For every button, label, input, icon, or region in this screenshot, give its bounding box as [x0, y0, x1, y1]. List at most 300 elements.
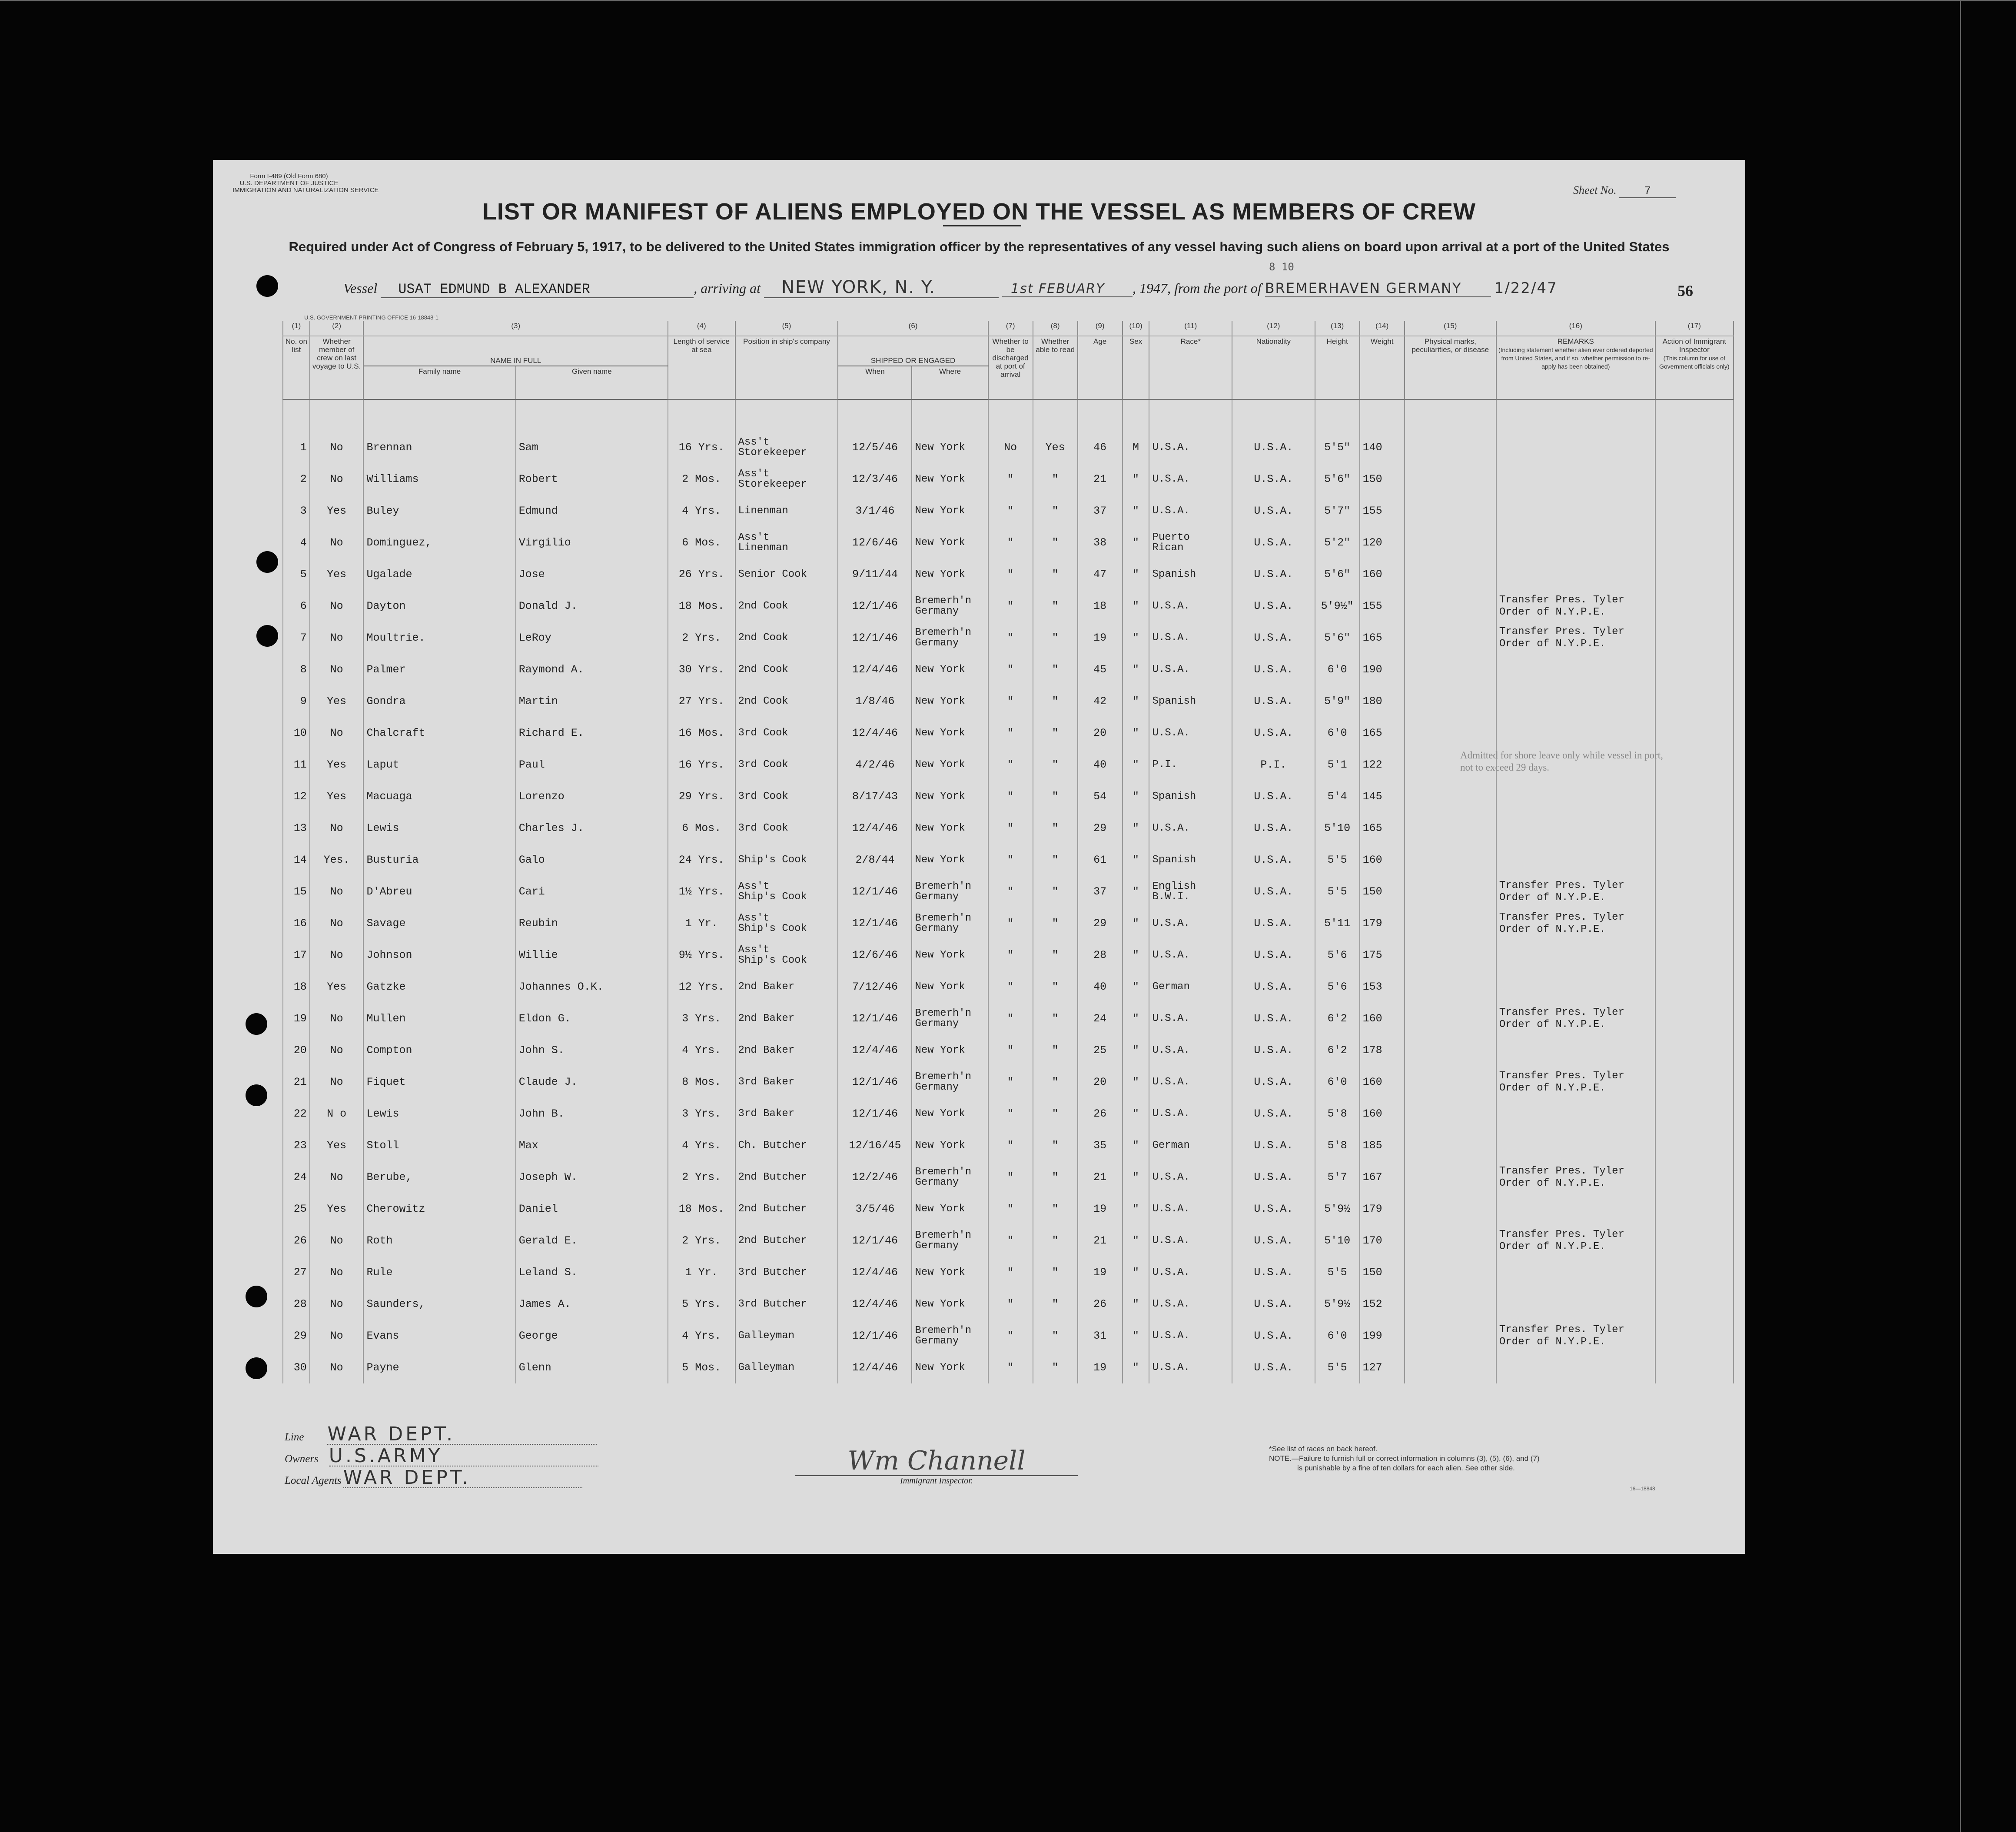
- cell-remarks: [1496, 781, 1655, 812]
- cell-age: 29: [1078, 908, 1123, 939]
- cell-weight: 165: [1360, 812, 1405, 844]
- cell-height: 6'2: [1315, 1003, 1360, 1034]
- punch-hole: [246, 1013, 267, 1035]
- position-line: Linenman: [738, 542, 788, 554]
- cell-shipped-where: [912, 812, 988, 844]
- shipped-where-line: New York: [915, 505, 965, 517]
- cell-height: 5'9": [1315, 685, 1360, 717]
- cell-previous-voyage: No: [310, 463, 364, 495]
- cell-physical-marks: [1405, 908, 1496, 939]
- cell-previous-voyage: Yes: [310, 1130, 364, 1161]
- race-line: Spanish: [1152, 695, 1196, 707]
- cell-length-of-service: 18 Mos.: [668, 1193, 735, 1225]
- shipped-where-line: Germany: [915, 1017, 959, 1030]
- race-note: *See list of races on back hereof.: [1269, 1445, 1378, 1453]
- cell-length-of-service: 5 Mos.: [668, 1352, 735, 1383]
- cell-inspector-action: [1655, 908, 1734, 939]
- cell-given-name: Reubin: [516, 908, 668, 939]
- cell-race: [1149, 1034, 1232, 1066]
- cell-remarks: [1496, 559, 1655, 590]
- table-row: [283, 622, 1734, 654]
- race-line: German: [1152, 981, 1190, 993]
- position-line: Ship's Cook: [738, 954, 807, 966]
- sheet-number-value: 7: [1619, 184, 1676, 198]
- race-line: U.S.A.: [1152, 1298, 1190, 1310]
- cell-discharged: ": [988, 781, 1033, 812]
- cell-length-of-service: 2 Yrs.: [668, 1225, 735, 1257]
- cell-able-to-read: ": [1033, 1098, 1078, 1130]
- col-number: (8): [1033, 321, 1078, 336]
- cell-remarks: [1496, 1034, 1655, 1066]
- cell-list-no: 17: [283, 939, 310, 971]
- cell-discharged: ": [988, 1034, 1033, 1066]
- cell-remarks: [1496, 1225, 1655, 1257]
- cell-age: 40: [1078, 749, 1123, 781]
- race-line: U.S.A.: [1152, 1171, 1190, 1183]
- race-line: U.S.A.: [1152, 1107, 1190, 1120]
- cell-inspector-action: [1655, 527, 1734, 559]
- cell-previous-voyage: No: [310, 876, 364, 908]
- cell-previous-voyage: No: [310, 1320, 364, 1352]
- printing-office-code: U.S. GOVERNMENT PRINTING OFFICE 16-18848-1: [304, 314, 438, 321]
- line-value: WAR DEPT.: [327, 1425, 597, 1445]
- position-line: 3rd Cook: [738, 727, 788, 739]
- cell-able-to-read: ": [1033, 1130, 1078, 1161]
- cell-nationality: U.S.A.: [1232, 1098, 1315, 1130]
- cell-age: 31: [1078, 1320, 1123, 1352]
- punch-hole: [256, 551, 278, 573]
- cell-shipped-where: [912, 908, 988, 939]
- cell-weight: 140: [1360, 432, 1405, 463]
- cell-weight: 155: [1360, 590, 1405, 622]
- cell-family-name: Gatzke: [363, 971, 515, 1003]
- cell-discharged: ": [988, 812, 1033, 844]
- cell-age: 20: [1078, 717, 1123, 749]
- cell-position: [735, 717, 838, 749]
- cell-remarks: [1496, 1288, 1655, 1320]
- table-row: [283, 1320, 1734, 1352]
- cell-race: [1149, 590, 1232, 622]
- cell-height: 6'0: [1315, 1320, 1360, 1352]
- cell-weight: 152: [1360, 1288, 1405, 1320]
- cell-age: 19: [1078, 1352, 1123, 1383]
- cell-sex: ": [1123, 812, 1149, 844]
- cell-inspector-action: [1655, 971, 1734, 1003]
- cell-physical-marks: [1405, 622, 1496, 654]
- cell-position: [735, 527, 838, 559]
- cell-discharged: ": [988, 876, 1033, 908]
- cell-shipped-where: [912, 1257, 988, 1288]
- cell-remarks: [1496, 812, 1655, 844]
- punch-hole: [256, 625, 278, 647]
- cell-shipped-when: 12/1/46: [838, 1066, 912, 1098]
- cell-discharged: No: [988, 432, 1033, 463]
- shipped-where-line: New York: [915, 695, 965, 707]
- cell-shipped-where: [912, 844, 988, 876]
- cell-list-no: 30: [283, 1352, 310, 1383]
- cell-weight: 122: [1360, 749, 1405, 781]
- cell-list-no: 12: [283, 781, 310, 812]
- cell-family-name: Dominguez,: [363, 527, 515, 559]
- cell-nationality: U.S.A.: [1232, 622, 1315, 654]
- cell-position: [735, 1034, 838, 1066]
- cell-race: [1149, 1193, 1232, 1225]
- cell-family-name: Dayton: [363, 590, 515, 622]
- cell-inspector-action: [1655, 717, 1734, 749]
- cell-race: [1149, 844, 1232, 876]
- cell-physical-marks: [1405, 876, 1496, 908]
- cell-position: [735, 590, 838, 622]
- cell-shipped-where: [912, 717, 988, 749]
- cell-shipped-when: 12/1/46: [838, 1320, 912, 1352]
- cell-length-of-service: 12 Yrs.: [668, 971, 735, 1003]
- cell-shipped-where: [912, 939, 988, 971]
- cell-given-name: Johannes O.K.: [516, 971, 668, 1003]
- cell-length-of-service: 8 Mos.: [668, 1066, 735, 1098]
- cell-list-no: 14: [283, 844, 310, 876]
- race-line: U.S.A.: [1152, 473, 1190, 485]
- signature-caption: Immigrant Inspector.: [900, 1476, 973, 1486]
- cell-given-name: Robert: [516, 463, 668, 495]
- race-line: U.S.A.: [1152, 505, 1190, 517]
- cell-remarks: [1496, 685, 1655, 717]
- cell-shipped-where: [912, 1161, 988, 1193]
- manifest-table-wrap: [282, 321, 1734, 1383]
- col-number: (9): [1078, 321, 1123, 336]
- cell-length-of-service: 9½ Yrs.: [668, 939, 735, 971]
- cell-able-to-read: ": [1033, 1003, 1078, 1034]
- position-line: Storekeeper: [738, 478, 807, 490]
- cell-height: 5'11: [1315, 908, 1360, 939]
- cell-height: 5'5: [1315, 844, 1360, 876]
- cell-inspector-action: [1655, 1130, 1734, 1161]
- cell-race: [1149, 1320, 1232, 1352]
- cell-remarks: [1496, 1066, 1655, 1098]
- cell-race: [1149, 685, 1232, 717]
- cell-previous-voyage: No: [310, 1352, 364, 1383]
- header-action: [1655, 336, 1734, 399]
- header-remarks: [1496, 336, 1655, 399]
- cell-discharged: ": [988, 590, 1033, 622]
- cell-sex: ": [1123, 1257, 1149, 1288]
- cell-remarks: [1496, 590, 1655, 622]
- shipped-where-line: Germany: [915, 922, 959, 934]
- cell-list-no: 1: [283, 432, 310, 463]
- cell-list-no: 5: [283, 559, 310, 590]
- cell-shipped-when: 4/2/46: [838, 749, 912, 781]
- cell-shipped-when: 12/1/46: [838, 1098, 912, 1130]
- remarks-line: Order of N.Y.P.E.: [1499, 1177, 1606, 1189]
- header-height: Height: [1315, 336, 1360, 399]
- cell-family-name: Laput: [363, 749, 515, 781]
- cell-position: [735, 1257, 838, 1288]
- cell-discharged: ": [988, 939, 1033, 971]
- cell-inspector-action: [1655, 1320, 1734, 1352]
- cell-family-name: D'Abreu: [363, 876, 515, 908]
- remarks-line: Transfer Pres. Tyler: [1499, 1006, 1624, 1018]
- table-row: [283, 1098, 1734, 1130]
- cell-given-name: Virgilio: [516, 527, 668, 559]
- header-family-name: Family name: [363, 366, 515, 399]
- cell-position: [735, 1193, 838, 1225]
- cell-given-name: Cari: [516, 876, 668, 908]
- shipped-where-line: Bremerh'n: [915, 1007, 972, 1019]
- cell-shipped-when: 12/1/46: [838, 1225, 912, 1257]
- shipped-where-line: Bremerh'n: [915, 1324, 972, 1337]
- cell-given-name: Raymond A.: [516, 654, 668, 685]
- cell-shipped-when: 2/8/44: [838, 844, 912, 876]
- cell-shipped-where: [912, 432, 988, 463]
- cell-height: 5'5: [1315, 876, 1360, 908]
- cell-able-to-read: ": [1033, 559, 1078, 590]
- cell-previous-voyage: Yes: [310, 685, 364, 717]
- manifest-sheet: [213, 160, 1745, 1554]
- cell-nationality: U.S.A.: [1232, 685, 1315, 717]
- position-line: Ass't: [738, 531, 770, 543]
- race-line: U.S.A.: [1152, 1044, 1190, 1056]
- table-row: [283, 717, 1734, 749]
- cell-shipped-when: 3/5/46: [838, 1193, 912, 1225]
- race-line: U.S.A.: [1152, 1330, 1190, 1342]
- cell-position: [735, 463, 838, 495]
- cell-sex: ": [1123, 1225, 1149, 1257]
- cell-height: 5'6": [1315, 463, 1360, 495]
- cell-shipped-when: 8/17/43: [838, 781, 912, 812]
- position-line: Galleyman: [738, 1361, 795, 1373]
- shipped-where-line: New York: [915, 949, 965, 961]
- table-row: [283, 1034, 1734, 1066]
- remarks-line: Transfer Pres. Tyler: [1499, 1228, 1624, 1240]
- cell-position: [735, 1352, 838, 1383]
- cell-age: 37: [1078, 876, 1123, 908]
- header-remarks-title: REMARKS: [1557, 337, 1594, 346]
- remarks-line: Order of N.Y.P.E.: [1499, 891, 1606, 904]
- agents-value: WAR DEPT.: [343, 1468, 582, 1488]
- cell-race: [1149, 1352, 1232, 1383]
- header-length-of-service: Length of service at sea: [668, 336, 735, 399]
- cell-height: 5'9½: [1315, 1288, 1360, 1320]
- header-discharged: Whether to be discharged at port of arrival: [988, 336, 1033, 399]
- cell-age: 25: [1078, 1034, 1123, 1066]
- shipped-where-line: Bremerh'n: [915, 1071, 972, 1083]
- cell-length-of-service: 1 Yr.: [668, 908, 735, 939]
- cell-weight: 175: [1360, 939, 1405, 971]
- cell-remarks: [1496, 654, 1655, 685]
- cell-inspector-action: [1655, 1161, 1734, 1193]
- header-sex: Sex: [1123, 336, 1149, 399]
- cell-weight: 190: [1360, 654, 1405, 685]
- cell-inspector-action: [1655, 1225, 1734, 1257]
- cell-family-name: Busturia: [363, 844, 515, 876]
- cell-previous-voyage: No: [310, 1003, 364, 1034]
- footer-agents-field: [285, 1468, 582, 1488]
- cell-list-no: 3: [283, 495, 310, 527]
- cell-height: 5'7: [1315, 1161, 1360, 1193]
- crew-manifest-table: [282, 321, 1734, 1383]
- cell-sex: ": [1123, 781, 1149, 812]
- cell-position: [735, 1003, 838, 1034]
- col-number: (2): [310, 321, 364, 336]
- cell-physical-marks: [1405, 1003, 1496, 1034]
- cell-discharged: ": [988, 1225, 1033, 1257]
- cell-family-name: Lewis: [363, 1098, 515, 1130]
- shipped-where-line: New York: [915, 1203, 965, 1215]
- col-number: (16): [1496, 321, 1655, 336]
- cell-able-to-read: ": [1033, 876, 1078, 908]
- cell-shipped-when: 9/11/44: [838, 559, 912, 590]
- cell-discharged: ": [988, 1161, 1033, 1193]
- column-header-row: [283, 336, 1734, 366]
- cell-age: 47: [1078, 559, 1123, 590]
- cell-age: 42: [1078, 685, 1123, 717]
- shipped-where-line: Germany: [915, 891, 959, 903]
- cell-shipped-when: 12/1/46: [838, 622, 912, 654]
- shipped-where-line: New York: [915, 1044, 965, 1056]
- cell-length-of-service: 1½ Yrs.: [668, 876, 735, 908]
- cell-previous-voyage: No: [310, 527, 364, 559]
- cell-remarks: [1496, 844, 1655, 876]
- cell-list-no: 21: [283, 1066, 310, 1098]
- cell-remarks: [1496, 939, 1655, 971]
- col-number: (6): [838, 321, 988, 336]
- owners-label: Owners: [285, 1453, 319, 1465]
- cell-previous-voyage: Yes: [310, 559, 364, 590]
- cell-shipped-where: [912, 495, 988, 527]
- cell-shipped-where: [912, 1130, 988, 1161]
- table-row: [283, 1130, 1734, 1161]
- cell-previous-voyage: No: [310, 590, 364, 622]
- cell-list-no: 7: [283, 622, 310, 654]
- cell-list-no: 2: [283, 463, 310, 495]
- cell-sex: ": [1123, 622, 1149, 654]
- cell-physical-marks: [1405, 1161, 1496, 1193]
- cell-shipped-where: [912, 559, 988, 590]
- race-line: U.S.A.: [1152, 632, 1190, 644]
- cell-list-no: 9: [283, 685, 310, 717]
- cell-able-to-read: ": [1033, 622, 1078, 654]
- cell-previous-voyage: No: [310, 1225, 364, 1257]
- cell-height: 5'6": [1315, 622, 1360, 654]
- cell-family-name: Johnson: [363, 939, 515, 971]
- cell-physical-marks: [1405, 1130, 1496, 1161]
- cell-weight: 185: [1360, 1130, 1405, 1161]
- cell-position: [735, 1161, 838, 1193]
- cell-inspector-action: [1655, 1003, 1734, 1034]
- cell-shipped-when: 12/6/46: [838, 527, 912, 559]
- cell-position: [735, 432, 838, 463]
- cell-race: [1149, 1003, 1232, 1034]
- cell-previous-voyage: No: [310, 432, 364, 463]
- header-previous-voyage: Whether member of crew on last voyage to U.S.: [310, 336, 364, 399]
- position-line: Ch. Butcher: [738, 1139, 807, 1151]
- cell-weight: 127: [1360, 1352, 1405, 1383]
- cell-race: [1149, 1257, 1232, 1288]
- cell-nationality: U.S.A.: [1232, 844, 1315, 876]
- cell-able-to-read: ": [1033, 1257, 1078, 1288]
- cell-able-to-read: ": [1033, 1034, 1078, 1066]
- cell-length-of-service: 1 Yr.: [668, 1257, 735, 1288]
- shipped-where-line: Bremerh'n: [915, 595, 972, 607]
- cell-sex: ": [1123, 908, 1149, 939]
- cell-list-no: 26: [283, 1225, 310, 1257]
- cell-race: [1149, 717, 1232, 749]
- shipped-where-line: Bremerh'n: [915, 626, 972, 638]
- footer-print-code: 16—18848: [1630, 1486, 1655, 1492]
- cell-age: 19: [1078, 1193, 1123, 1225]
- cell-physical-marks: [1405, 844, 1496, 876]
- position-line: 2nd Butcher: [738, 1234, 807, 1247]
- cell-list-no: 25: [283, 1193, 310, 1225]
- cell-shipped-when: 12/1/46: [838, 876, 912, 908]
- cell-nationality: U.S.A.: [1232, 1193, 1315, 1225]
- cell-discharged: ": [988, 1320, 1033, 1352]
- table-row: [283, 527, 1734, 559]
- table-row: [283, 1193, 1734, 1225]
- table-row: [283, 971, 1734, 1003]
- cell-position: [735, 654, 838, 685]
- cell-able-to-read: ": [1033, 781, 1078, 812]
- cell-length-of-service: 24 Yrs.: [668, 844, 735, 876]
- cell-age: 29: [1078, 812, 1123, 844]
- cell-age: 45: [1078, 654, 1123, 685]
- position-line: Ship's Cook: [738, 854, 807, 866]
- cell-inspector-action: [1655, 1098, 1734, 1130]
- shipped-where-line: New York: [915, 854, 965, 866]
- cell-shipped-when: 12/4/46: [838, 1257, 912, 1288]
- cell-family-name: Rule: [363, 1257, 515, 1288]
- cell-race: [1149, 1130, 1232, 1161]
- cell-remarks: [1496, 876, 1655, 908]
- cell-weight: 165: [1360, 717, 1405, 749]
- cell-physical-marks: [1405, 717, 1496, 749]
- cell-remarks: [1496, 1257, 1655, 1288]
- cell-length-of-service: 4 Yrs.: [668, 1034, 735, 1066]
- cell-family-name: Palmer: [363, 654, 515, 685]
- shipped-where-line: Germany: [915, 1240, 959, 1252]
- cell-shipped-when: 12/4/46: [838, 1034, 912, 1066]
- position-line: 3rd Cook: [738, 758, 788, 771]
- cell-shipped-when: 12/4/46: [838, 812, 912, 844]
- col-number: (5): [735, 321, 838, 336]
- shipped-where-line: New York: [915, 568, 965, 580]
- col-number: (4): [668, 321, 735, 336]
- cell-physical-marks: [1405, 463, 1496, 495]
- owners-value: U.S.ARMY: [329, 1446, 598, 1466]
- cell-previous-voyage: Yes: [310, 749, 364, 781]
- cell-sex: ": [1123, 1034, 1149, 1066]
- cell-list-no: 27: [283, 1257, 310, 1288]
- cell-able-to-read: ": [1033, 717, 1078, 749]
- cell-physical-marks: [1405, 1288, 1496, 1320]
- position-line: 3rd Cook: [738, 790, 788, 802]
- cell-able-to-read: ": [1033, 527, 1078, 559]
- cell-previous-voyage: No: [310, 654, 364, 685]
- cell-race: [1149, 559, 1232, 590]
- cell-shipped-where: [912, 1098, 988, 1130]
- cell-list-no: 11: [283, 749, 310, 781]
- position-line: 2nd Cook: [738, 600, 788, 612]
- table-row: [283, 1225, 1734, 1257]
- position-line: Storekeeper: [738, 446, 807, 459]
- cell-sex: ": [1123, 654, 1149, 685]
- cell-previous-voyage: No: [310, 1034, 364, 1066]
- table-row: [283, 685, 1734, 717]
- cell-height: 6'0: [1315, 1066, 1360, 1098]
- form-identifier: [232, 173, 379, 194]
- cell-race: [1149, 1066, 1232, 1098]
- cell-inspector-action: [1655, 432, 1734, 463]
- spacer-row: [283, 399, 1734, 432]
